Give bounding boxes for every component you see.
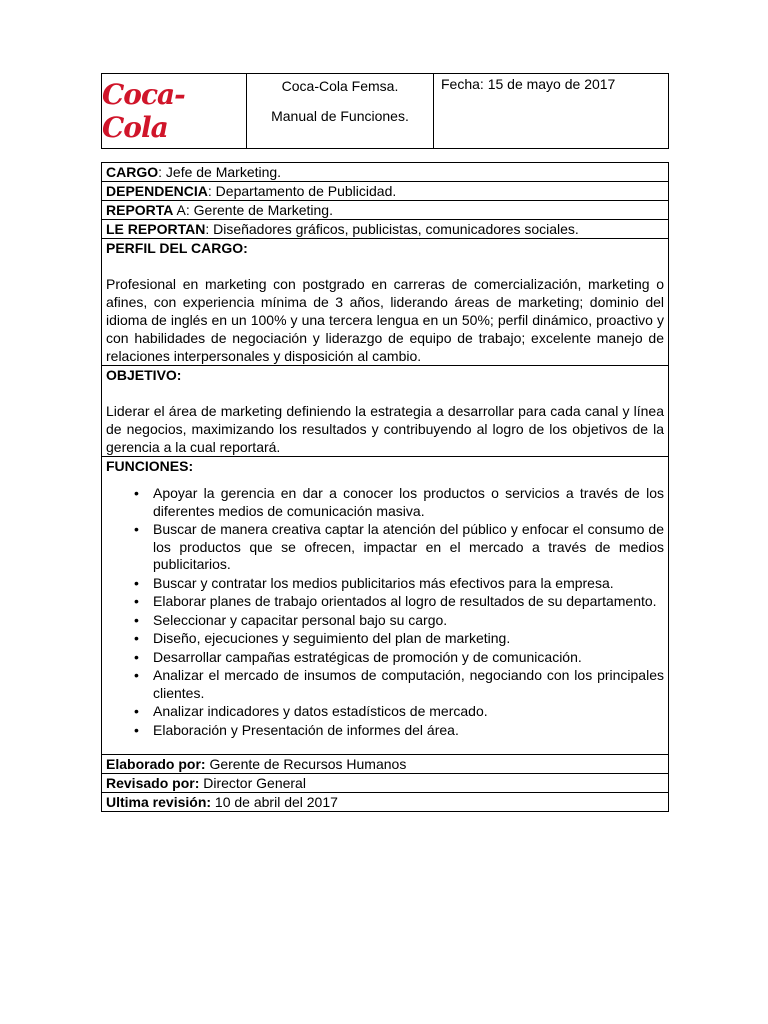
- cargo-value: : Jefe de Marketing.: [158, 164, 282, 180]
- coca-cola-logo: Coca-Cola: [102, 78, 185, 144]
- reporta-value: A: Gerente de Marketing.: [173, 202, 333, 218]
- le-reportan-value: : Diseñadores gráficos, publicistas, comunicadores sociales.: [205, 221, 579, 237]
- revisado-label: Revisado por:: [106, 775, 200, 791]
- row-cargo: [102, 163, 668, 182]
- list-item: • Seleccionar y capacitar personal bajo su cargo.: [153, 612, 664, 630]
- elaborado-label: Elaborado por:: [106, 756, 206, 772]
- revisado-value: Director General: [199, 775, 306, 791]
- row-elaborado: [102, 755, 668, 774]
- row-objetivo: [102, 366, 668, 457]
- list-item: • Buscar y contratar los medios publicitarios más efectivos para la empresa.: [153, 575, 664, 593]
- row-revision: [102, 793, 668, 811]
- date-cell: [434, 74, 668, 148]
- le-reportan-label: LE REPORTAN: [106, 221, 206, 237]
- dependencia-value: : Departamento de Publicidad.: [207, 183, 397, 199]
- funciones-list: [106, 485, 664, 739]
- elaborado-value: Gerente de Recursos Humanos: [205, 756, 407, 772]
- list-item: • Buscar de manera creativa captar la atención del público y enfocar el consumo de los productos que se ofrecen, impactar en el mercado a través de medios publicitarios.: [153, 521, 664, 574]
- row-reporta: [102, 201, 668, 220]
- perfil-label: PERFIL DEL CARGO:: [106, 240, 248, 256]
- company-name: Coca-Cola Femsa.: [281, 78, 399, 94]
- reporta-label: REPORTA: [106, 202, 174, 218]
- list-item: • Apoyar la gerencia en dar a conocer los productos o servicios a través de los diferentes medios de comunicación masiva.: [153, 485, 664, 520]
- title-cell: [247, 74, 434, 148]
- logo-cell: [102, 74, 247, 148]
- row-dependencia: [102, 182, 668, 201]
- objetivo-label: OBJETIVO:: [106, 367, 182, 383]
- list-item: • Elaboración y Presentación de informes del área.: [153, 722, 664, 740]
- row-revisado: [102, 774, 668, 793]
- manual-title: Manual de Funciones.: [271, 108, 409, 124]
- list-item: • Desarrollar campañas estratégicas de promoción y de comunicación.: [153, 649, 664, 667]
- dependencia-label: DEPENDENCIA: [106, 183, 208, 199]
- objetivo-text: Liderar el área de marketing definiendo la estrategia a desarrollar para cada canal y línea de negocios, maximizando los resultados y contribuyendo al logro de los objetivos de la gerencia a la cual reportará.: [106, 403, 664, 455]
- header-table: [101, 73, 669, 149]
- funciones-label: FUNCIONES:: [106, 458, 194, 474]
- list-item: • Elaborar planes de trabajo orientados al logro de resultados de su departamento.: [153, 593, 664, 611]
- fecha: Fecha: 15 de mayo de 2017: [441, 76, 616, 92]
- list-item: • Analizar el mercado de insumos de computación, negociando con los principales clientes.: [153, 667, 664, 702]
- cargo-label: CARGO: [106, 164, 159, 180]
- perfil-text: Profesional en marketing con postgrado en carreras de comercialización, marketing o afines, con experiencia mínima de 3 años, liderando áreas de marketing; dominio del idioma de inglés en un 100% y una tercera lengua en un 50%; perfil dinámico, proactivo y con habilidades de negociación y liderazgo de equipo de trabajo; excelente manejo de relaciones interpersonales y disposición al cambio.: [106, 276, 664, 364]
- row-le-reportan: [102, 220, 668, 239]
- revision-label: Ultima revisión:: [106, 794, 212, 810]
- list-item: • Analizar indicadores y datos estadísticos de mercado.: [153, 703, 664, 721]
- row-perfil: [102, 239, 668, 366]
- list-item: • Diseño, ejecuciones y seguimiento del plan de marketing.: [153, 630, 664, 648]
- main-table: [101, 162, 669, 812]
- row-funciones: [102, 457, 668, 755]
- revision-value: 10 de abril del 2017: [211, 794, 338, 810]
